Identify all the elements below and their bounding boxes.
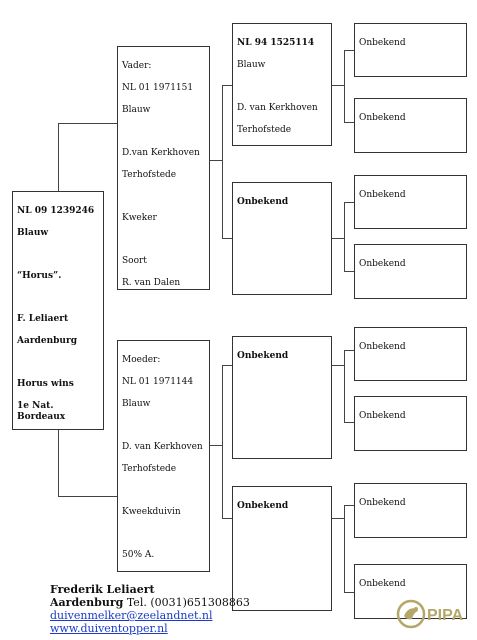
- connector-line: [344, 505, 354, 506]
- unknown-label: Onbekend: [359, 259, 406, 269]
- role-label: Moeder:: [122, 355, 161, 365]
- pigeon-name: “Horus”.: [17, 271, 62, 281]
- connector-line: [58, 496, 117, 497]
- ring-number: NL 01 1971151: [122, 83, 194, 93]
- pigeon-card-great-grandparent: [354, 244, 467, 299]
- color: Blauw: [17, 228, 49, 238]
- mix: 50% A.: [122, 550, 155, 560]
- unknown-label: Onbekend: [237, 351, 289, 361]
- owner-place: Aardenburg: [50, 596, 124, 609]
- line: R. van Dalen: [122, 278, 181, 288]
- owner-name: Frederik Leliaert: [50, 583, 155, 596]
- connector-line: [58, 430, 59, 496]
- connector-line: [222, 85, 232, 86]
- unknown-label: Onbekend: [237, 501, 289, 511]
- connector-line: [332, 238, 344, 239]
- owner-place: Aardenburg: [17, 336, 77, 346]
- connector-line: [344, 202, 345, 271]
- connector-line: [210, 445, 222, 446]
- connector-line: [344, 50, 354, 51]
- pipa-logo: [395, 596, 475, 632]
- ring-number: NL 94 1525114: [237, 38, 315, 48]
- pigeon-card-sire-sire: [232, 23, 332, 146]
- type: Kweker: [122, 213, 157, 223]
- connector-line: [222, 518, 232, 519]
- breeder: D.van Kerkhoven: [122, 148, 200, 158]
- connector-line: [222, 365, 223, 518]
- breeder: Terhofstede: [237, 125, 292, 135]
- pigeon-card-subject: [12, 191, 104, 430]
- connector-line: [332, 365, 344, 366]
- pipa-logo-icon: [395, 596, 475, 632]
- unknown-label: Onbekend: [359, 113, 406, 123]
- pigeon-card-great-grandparent: [354, 175, 467, 229]
- connector-line: [344, 422, 354, 423]
- pigeon-card-great-grandparent: [354, 23, 467, 77]
- pigeon-card-dam: [117, 340, 210, 572]
- connector-line: [332, 85, 344, 86]
- pigeon-card-dam-sire: [232, 336, 332, 459]
- color: Blauw: [237, 60, 266, 70]
- connector-line: [210, 160, 222, 161]
- connector-line: [344, 592, 354, 593]
- website-link[interactable]: www.duiventopper.nl: [50, 622, 168, 635]
- owner-address-line: [50, 596, 250, 609]
- connector-line: [344, 271, 354, 272]
- pigeon-card-sire: [117, 46, 210, 290]
- email-link[interactable]: duivenmelker@zeelandnet.nl: [50, 609, 213, 622]
- connector-line: [222, 365, 232, 366]
- breeder: D. van Kerkhoven: [122, 442, 203, 452]
- connector-line: [344, 350, 354, 351]
- connector-line: [344, 122, 354, 123]
- pigeon-card-great-grandparent: [354, 396, 467, 451]
- owner-phone: Tel. (0031)651308863: [126, 596, 250, 609]
- connector-line: [344, 350, 345, 422]
- wins-title: Horus wins: [17, 379, 74, 389]
- pigeon-card-great-grandparent: [354, 483, 467, 538]
- connector-line: [344, 505, 345, 592]
- color: Blauw: [122, 105, 151, 115]
- unknown-label: Onbekend: [359, 342, 406, 352]
- breeder: Terhofstede: [122, 464, 177, 474]
- connector-line: [222, 238, 232, 239]
- connector-line: [344, 202, 354, 203]
- ring-number: NL 01 1971144: [122, 377, 194, 387]
- pigeon-card-sire-dam: [232, 182, 332, 295]
- unknown-label: Onbekend: [359, 190, 406, 200]
- color: Blauw: [122, 399, 151, 409]
- owner: F. Leliaert: [17, 314, 69, 324]
- connector-line: [58, 123, 59, 191]
- line-title: Soort: [122, 256, 147, 266]
- connector-line: [332, 518, 344, 519]
- win-line: 1e Nat. Bordeaux: [17, 401, 66, 422]
- unknown-label: Onbekend: [237, 197, 289, 207]
- breeder: D. van Kerkhoven: [237, 103, 318, 113]
- unknown-label: Onbekend: [359, 38, 406, 48]
- unknown-label: Onbekend: [359, 579, 406, 589]
- pigeon-card-great-grandparent: [354, 98, 467, 153]
- ring-number: NL 09 1239246: [17, 206, 95, 216]
- type: Kweekduivin: [122, 507, 181, 517]
- unknown-label: Onbekend: [359, 411, 406, 421]
- contact-footer: [50, 583, 250, 635]
- logo-text: PIPA: [427, 607, 464, 624]
- connector-line: [344, 50, 345, 122]
- unknown-label: Onbekend: [359, 498, 406, 508]
- connector-line: [222, 85, 223, 238]
- role-label: Vader:: [122, 61, 152, 71]
- connector-line: [58, 123, 117, 124]
- pigeon-card-great-grandparent: [354, 327, 467, 381]
- breeder: Terhofstede: [122, 170, 177, 180]
